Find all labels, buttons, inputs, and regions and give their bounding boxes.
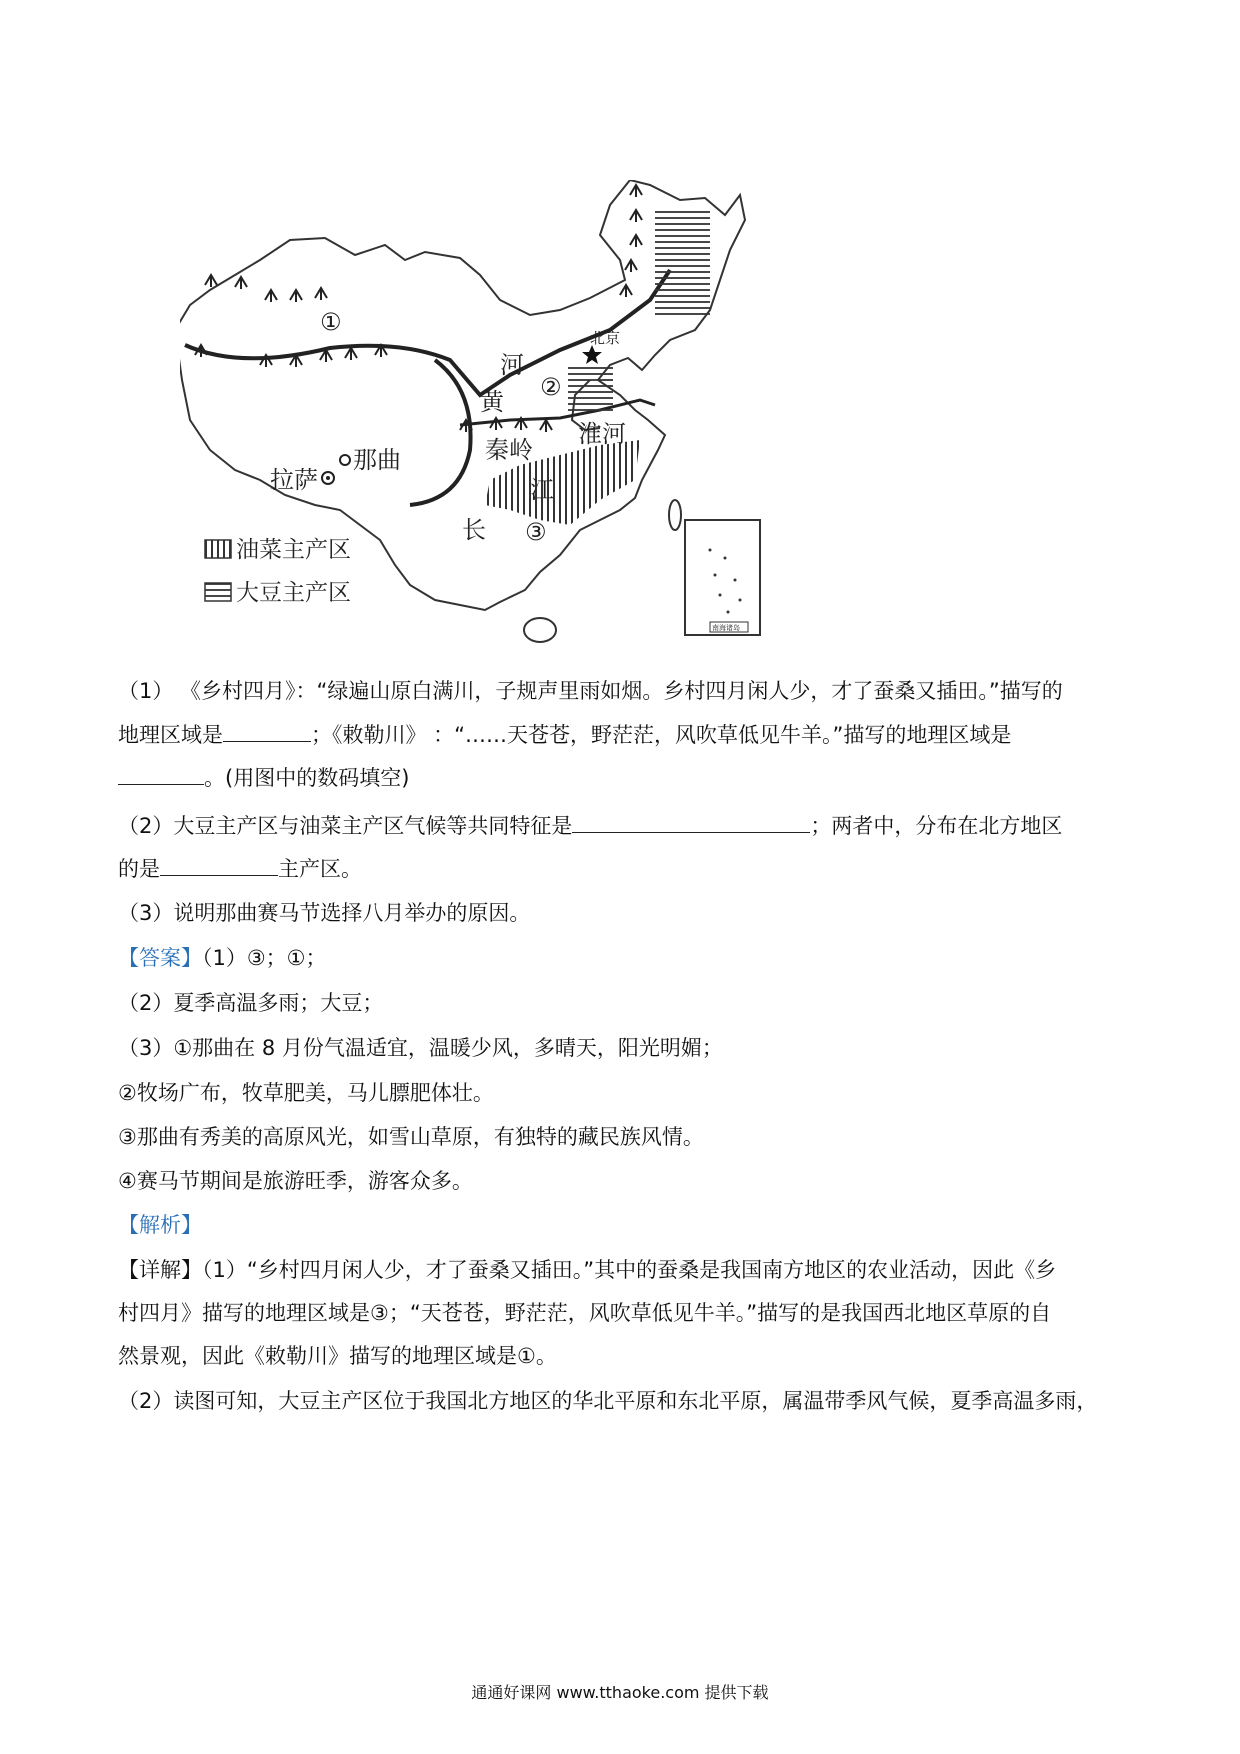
detail-d1-line2: 村四月》描写的地理区域是③；“天苍苍，野茫茫，风吹草低见牛羊。”描写的是我国西北地区草原的自 [118, 1301, 1052, 1325]
map-label-region3: ③ [525, 518, 547, 546]
answer-a3-3: ③那曲有秀美的高原风光，如雪山草原，有独特的藏民族风情。 [118, 1125, 704, 1149]
divide-line-plateau [410, 360, 471, 505]
q3-line: （3）说明那曲赛马节选择八月举办的原因。 [118, 901, 531, 925]
detail-label: 【详解】 [118, 1258, 202, 1282]
beijing-star-icon [582, 345, 602, 364]
q1-line1: （1） 《乡村四月》：“绿遍山原白满川，子规声里雨如烟。乡村四月闲人少，才了蚕桑又插田。”描写的 [118, 679, 1063, 703]
detail-d2-line1: （2）读图可知，大豆主产区位于我国北方地区的华北平原和东北平原，属温带季风气候，夏季高温多雨， [118, 1389, 1098, 1413]
map-label-chang: 长 [462, 516, 486, 544]
q1-line3 [118, 762, 409, 793]
answer-a2: （2）夏季高温多雨；大豆； [118, 991, 384, 1015]
q2-blank-1[interactable] [572, 810, 810, 833]
hainan-island [524, 618, 556, 642]
map-label-qinling: 秦岭 [485, 436, 533, 464]
map-label-naqu: 那曲 [353, 446, 401, 474]
map-label-lasa: 拉萨 [270, 466, 318, 494]
q1-line2 [118, 719, 1011, 750]
q2-line1-text-a: （2）大豆主产区与油菜主产区气候等共同特征是 [118, 814, 573, 838]
legend-soybean: 大豆主产区 [236, 580, 351, 606]
map-label-region2: ② [540, 373, 562, 401]
naqu-dot-icon [340, 455, 350, 465]
q1-line2-text-b: ；《敕勒川》 ：“……天苍苍，野茫茫，风吹草低见牛羊。”描写的地理区域是 [311, 723, 1012, 747]
answer-line1 [118, 943, 327, 973]
analysis-label: 【解析】 [118, 1213, 202, 1237]
q2-line2-text-b: 主产区。 [278, 857, 362, 881]
q1-blank-2[interactable] [118, 762, 204, 785]
south-china-sea-inset [685, 520, 760, 635]
q1-line3-text: 。(用图中的数码填空) [204, 766, 410, 790]
map-label-beijing: 北京 [590, 329, 621, 347]
china-map-figure [180, 180, 960, 725]
answer-a3-2: ②牧场广布，牧草肥美，马儿膘肥体壮。 [118, 1081, 494, 1105]
q2-line1-text-b: ；两者中，分布在北方地区 [810, 814, 1063, 838]
answer-a3-4: ④赛马节期间是旅游旺季，游客众多。 [118, 1169, 473, 1193]
map-label-region1: ① [320, 308, 342, 336]
inset-label: 南海诸岛 [712, 624, 740, 632]
answer-a1: （1）③；①； [202, 946, 327, 970]
q1-line2-text-a: 地理区域是 [118, 723, 223, 747]
detail-d1-line1: （1）“乡村四月闲人少，才了蚕桑又插田。”其中的蚕桑是我国南方地区的农业活动，因此《乡 [202, 1258, 1057, 1282]
answer-label: 【答案】 [118, 946, 202, 970]
map-label-river-he: 河 [500, 351, 524, 379]
soybean-area-north-china [568, 365, 613, 413]
q1-blank-1[interactable] [223, 719, 311, 742]
map-label-huaihe: 淮河 [578, 420, 626, 448]
q2-line2-text-a: 的是 [118, 857, 160, 881]
soybean-area-northeast [655, 210, 710, 315]
q2-blank-2[interactable] [160, 853, 278, 876]
q2-line1 [118, 810, 1062, 841]
legend-rapeseed: 油菜主产区 [236, 537, 351, 563]
map-label-river-huang: 黄 [480, 388, 504, 416]
detail-line1 [118, 1255, 1056, 1285]
detail-d1-line3: 然景观，因此《敕勒川》描写的地理区域是①。 [118, 1344, 557, 1368]
taiwan-island [669, 500, 681, 530]
page-footer: 通通好课网 www.tthaoke.com 提供下载 [471, 1683, 769, 1702]
map-label-jiang: 江 [530, 476, 554, 504]
answer-a3-1: （3）①那曲在 8 月份气温适宜，温暖少风，多晴天，阳光明媚； [118, 1036, 723, 1060]
q2-line2 [118, 853, 362, 884]
